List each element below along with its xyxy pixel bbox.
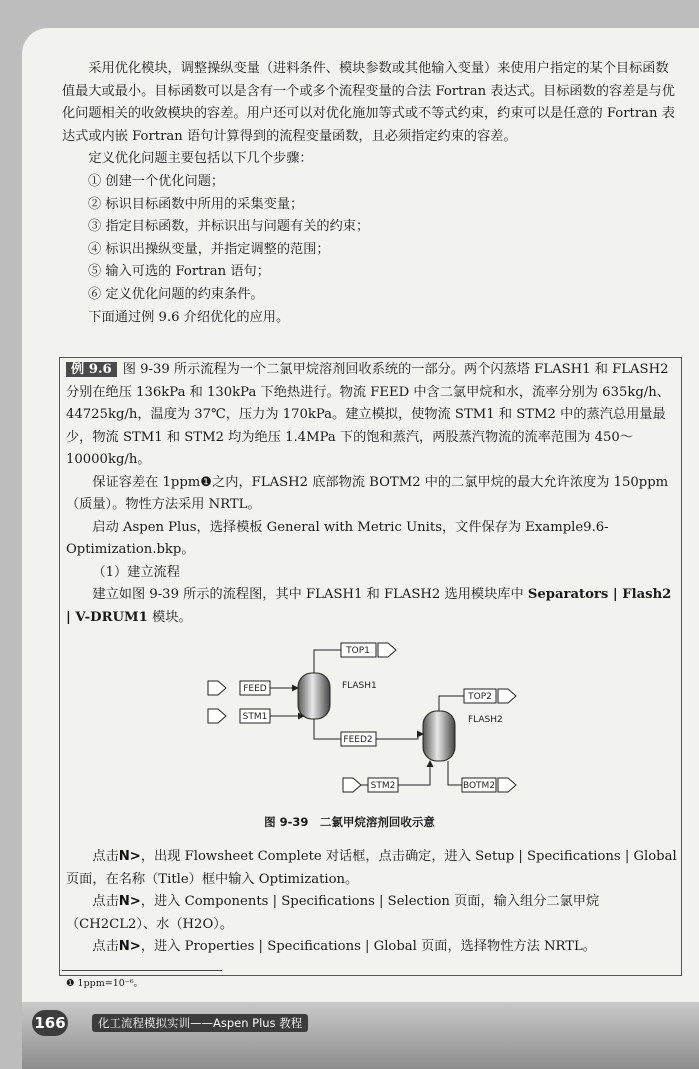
footnote: ❶ 1ppm=10⁻⁶。 [66, 978, 144, 989]
intro-paragraph-2: 定义优化问题主要包括以下几个步骤： [88, 151, 313, 167]
step-text-pre: 点击 [92, 849, 119, 864]
example-paragraph-2: 保证容差在 1ppm❶之内，FLASH2 底部物流 BOTM2 中的二氯甲烷的最大允许浓度为 150ppm（质量）。物性方法采用 NRTL。 [66, 474, 669, 512]
step-item: ① 创建一个优化问题； [88, 173, 225, 189]
example-paragraph-1 [66, 359, 678, 472]
figure-caption: 图 9-39 二氯甲烷溶剂回收示意 [264, 815, 435, 829]
example-section [66, 359, 678, 629]
next-button-icon: N> [118, 894, 141, 909]
section-heading: （1）建立流程 [92, 564, 180, 580]
page-number: 166 [32, 1010, 68, 1036]
stream-botm2: BOTM2 [462, 781, 496, 791]
step-text-pre: 点击 [92, 894, 119, 909]
footnote-rule [62, 970, 222, 971]
stream-top2: TOP2 [468, 692, 492, 702]
step-text-pre: 点击 [92, 939, 119, 954]
step-item: ⑤ 输入可选的 Fortran 语句； [88, 264, 270, 280]
step-after-1 [66, 846, 678, 891]
example-text: 图 9-39 所示流程为一个二氯甲烷溶剂回收系统的一部分。两个闪蒸塔 FLASH1 和 FLASH2 分别在绝压 136kPa 和 130kPa 下绝热进行。物流 FEED 中含二氯甲烷和水，流率分别为 635kg/h、44725kg/h，温度为 37℃，压力为 170kPa。建立模拟，使物流 STM1 和 STM2 中的蒸汽总用量最少，物流 STM1 和 STM2 均为绝压 1.4MPa 下的饱和蒸汽，两股蒸汽物流的流率范围为 450～10000kg/h。 [66, 362, 670, 467]
step-text-post: ，进入 Components | Specifications | Selection 页面，输入组分二氯甲烷（CH2CL2）、水（H2O）。 [66, 894, 600, 932]
intro-section [62, 58, 680, 329]
flash1-vessel [298, 673, 330, 719]
flash2-vessel [423, 711, 455, 761]
step-item: ④ 标识出操纵变量，并指定调整的范围； [88, 241, 330, 257]
book-title: 化工流程模拟实训——Aspen Plus 教程 [92, 1014, 308, 1032]
intro-paragraph-3: 下面通过例 9.6 介绍优化的应用。 [88, 309, 290, 325]
step-list [62, 171, 680, 307]
next-button-icon: N> [118, 939, 141, 954]
step-item: ③ 指定目标函数，并标识出与问题有关的约束； [88, 219, 370, 235]
p4-text-a: 建立如图 9-39 所示的流程图，其中 FLASH1 和 FLASH2 选用模块库中 [92, 587, 528, 602]
step-text-post: ，出现 Flowsheet Complete 对话框，点击确定，进入 Setup | Specifications | Global 页面，在名称（Title）框中输入 Optimization。 [66, 849, 677, 887]
stream-top1: TOP1 [346, 646, 370, 656]
step-item: ⑥ 定义优化问题的约束条件。 [88, 286, 264, 302]
intro-paragraph-1: 采用优化模块，调整操纵变量（进料条件、模块参数或其他输入变量）来使用户指定的某个目标函数值最大或最小。目标函数可以是含有一个或多个流程变量的合法 Fortran 表达式。目标函数的容差是与优化问题相关的收敛模块的容差。用户还可以对优化施加等式或不等式约束，约束可以是任意的 Fortran 表达式或内嵌 Fortran 语句计算得到的流程变量函数，且必须指定约束的容差。 [62, 61, 675, 144]
stream-stm2: STM2 [370, 781, 396, 791]
p4-bold: Separators | Flash2 | V-DRUM1 [66, 587, 672, 625]
step-text-post: ，进入 Properties | Specifications | Global 页面，选择物性方法 NRTL。 [140, 939, 596, 954]
stream-stm1: STM1 [242, 712, 268, 722]
stream-feed2: FEED2 [343, 735, 373, 745]
steps-after-section [66, 846, 678, 959]
block-flash1: FLASH1 [342, 681, 377, 691]
example-paragraph-4 [66, 584, 678, 629]
block-flash2: FLASH2 [468, 715, 503, 725]
flowsheet-figure [200, 638, 540, 810]
step-after-3 [66, 936, 678, 959]
p4-text-c: 模块。 [147, 609, 192, 625]
step-after-2 [66, 891, 678, 936]
footer-band [22, 1002, 699, 1069]
step-item: ② 标识目标函数中所用的采集变量； [88, 196, 304, 212]
next-button-icon: N> [118, 849, 141, 864]
example-label: 例 9.6 [66, 362, 117, 377]
example-paragraph-3: 启动 Aspen Plus，选择模板 General with Metric Units，文件保存为 Example9.6-Optimization.bkp。 [66, 519, 609, 557]
stream-feed: FEED [243, 684, 267, 694]
